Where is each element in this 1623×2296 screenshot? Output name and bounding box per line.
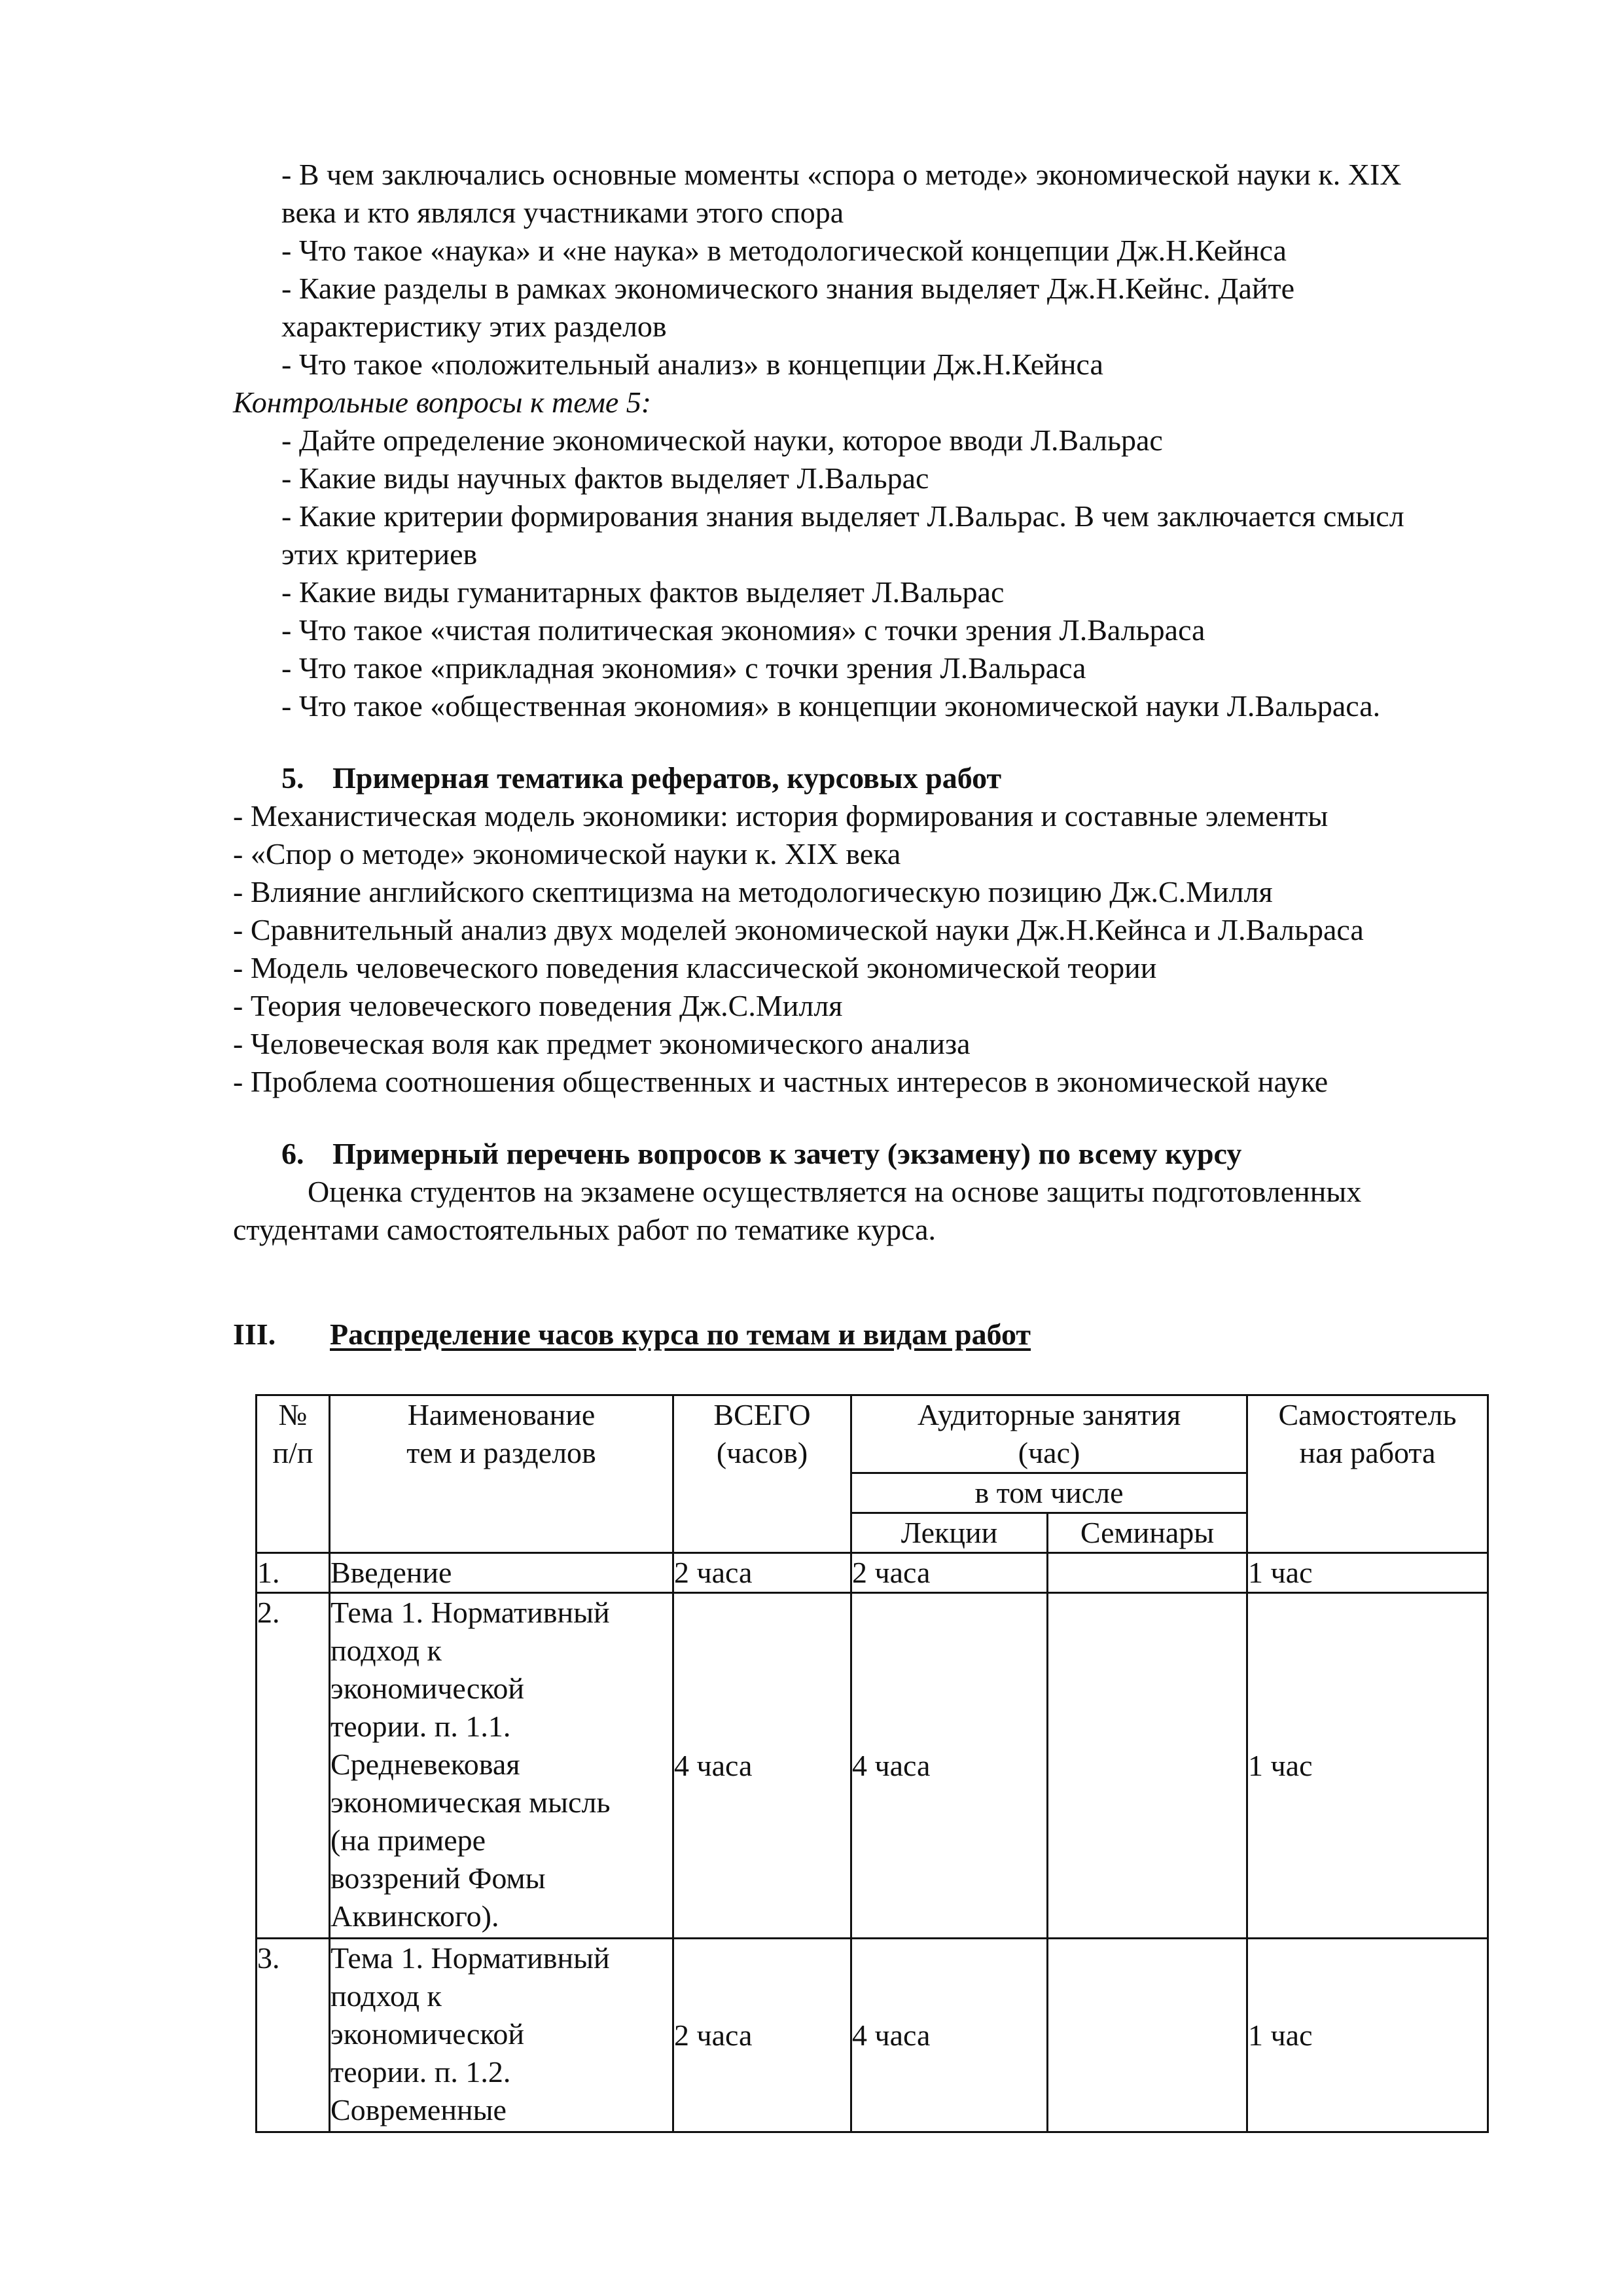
cell-name-line: теории. п. 1.1. [330,1710,511,1743]
header-self-line: ная работа [1299,1436,1436,1469]
cell-seminars [1048,1553,1247,1593]
topic5-title: Контрольные вопросы к теме 5: [233,386,652,419]
cell-self: 1 час [1247,1939,1488,2132]
header-seminars: Семинары [1048,1513,1247,1553]
section5-number: 5. [281,761,304,795]
header-name-line: тем и разделов [406,1436,596,1469]
header-aud-line: (час) [1018,1436,1080,1469]
cell-lectures: 4 часа [851,1593,1048,1939]
list-item: - Что такое «положительный анализ» в концепции Дж.Н.Кейнса [281,348,1103,381]
list-item: - Что такое «наука» и «не наука» в методологической концепции Дж.Н.Кейнса [281,234,1287,267]
cell-self: 1 час [1247,1593,1488,1939]
header-aud-line: Аудиторные занятия [917,1398,1181,1431]
cell-name [330,1553,673,1593]
list-item: - Что такое «чистая политическая экономия» с точки зрения Л.Вальраса [281,613,1205,647]
header-num-line: № [278,1398,308,1431]
list-item: - Влияние английского скептицизма на методологическую позицию Дж.С.Милля [233,875,1273,908]
cell-lectures: 2 часа [851,1553,1048,1593]
list-item: - В чем заключались основные моменты «спора о методе» экономической науки к. XIX [281,158,1402,191]
list-item: века и кто являлся участниками этого спора [281,196,844,229]
list-item: - Какие виды гуманитарных фактов выделяет Л.Вальрас [281,575,1005,609]
list-item: - Сравнительный анализ двух моделей экономической науки Дж.Н.Кейнса и Л.Вальраса [233,913,1364,946]
cell-name [330,1593,673,1939]
list-item: - Дайте определение экономической науки, которое вводи Л.Вальрас [281,423,1163,457]
section6-title: Примерный перечень вопросов к зачету (экзамену) по всему курсу [332,1137,1242,1170]
section3-number: III. [233,1318,276,1351]
list-item: - Какие виды научных фактов выделяет Л.Вальрас [281,461,929,495]
header-total [673,1395,851,1553]
cell-name-line: Введение [330,1556,452,1589]
cell-name-line: подход к [330,1979,442,2013]
table-row [257,1553,1488,1593]
list-item: - Какие критерии формирования знания выделяет Л.Вальрас. В чем заключается смысл [281,499,1404,533]
list-item: - Механистическая модель экономики: история формирования и составные элементы [233,799,1329,833]
header-self [1247,1395,1488,1553]
cell-name-line: теории. п. 1.2. [330,2055,511,2089]
cell-name-line: подход к [330,1634,442,1667]
cell-name-line: (на примере [330,1823,486,1857]
header-num [257,1395,330,1553]
cell-name-line: Тема 1. Нормативный [330,1596,610,1629]
list-item: - «Спор о методе» экономической науки к. XIX века [233,837,901,870]
cell-total: 2 часа [673,1939,851,2132]
paragraph-line: студентами самостоятельных работ по тематике курса. [233,1213,936,1246]
cell-seminars [1048,1939,1247,2132]
list-item: - Теория человеческого поведения Дж.С.Милля [233,989,843,1022]
cell-total: 2 часа [673,1553,851,1593]
header-num-line: п/п [272,1436,313,1469]
header-auditorium [851,1395,1247,1473]
header-self-line: Самостоятель [1278,1398,1457,1431]
cell-num: 3. [257,1939,330,2132]
header-total-line: ВСЕГО [713,1398,811,1431]
cell-self: 1 час [1247,1553,1488,1593]
cell-name-line: экономической [330,2017,524,2051]
header-including: в том числе [851,1473,1247,1513]
cell-num: 2. [257,1593,330,1939]
list-item: - Проблема соотношения общественных и частных интересов в экономической науке [233,1065,1329,1098]
header-total-line: (часов) [716,1436,808,1469]
section6-number: 6. [281,1137,304,1170]
header-lectures: Лекции [851,1513,1048,1553]
table-header-row [257,1395,1488,1473]
cell-name-line: экономической [330,1672,524,1705]
cell-name-line: воззрений Фомы [330,1861,546,1895]
cell-num: 1. [257,1553,330,1593]
hours-table [255,1394,1489,2133]
section3-title: Распределение часов курса по темам и видам работ [330,1318,1031,1351]
section5-heading [281,759,1001,797]
list-item: - Человеческая воля как предмет экономического анализа [233,1027,971,1060]
cell-name-line: Средневековая [330,1748,520,1781]
list-item: - Какие разделы в рамках экономического знания выделяет Дж.Н.Кейнс. Дайте [281,272,1295,305]
cell-lectures: 4 часа [851,1939,1048,2132]
list-item: - Что такое «прикладная экономия» с точки зрения Л.Вальраса [281,651,1086,685]
cell-name [330,1939,673,2132]
header-name [330,1395,673,1553]
section6-heading [281,1135,1241,1173]
cell-seminars [1048,1593,1247,1939]
section5-title: Примерная тематика рефератов, курсовых работ [332,761,1002,795]
cell-name-line: экономическая мысль [330,1785,611,1819]
list-item: характеристику этих разделов [281,310,667,343]
cell-name-line: Тема 1. Нормативный [330,1941,610,1975]
table-row [257,1593,1488,1939]
section3-heading [233,1316,1031,1354]
cell-total: 4 часа [673,1593,851,1939]
table-row [257,1939,1488,2132]
list-item: - Что такое «общественная экономия» в концепции экономической науки Л.Вальраса. [281,689,1381,723]
header-name-line: Наименование [407,1398,596,1431]
paragraph-line: Оценка студентов на экзамене осуществляется на основе защиты подготовленных [308,1175,1362,1208]
list-item: - Модель человеческого поведения классической экономической теории [233,951,1157,984]
cell-name-line: Аквинского). [330,1899,499,1933]
list-item: этих критериев [281,537,478,571]
cell-name-line: Современные [330,2093,507,2126]
